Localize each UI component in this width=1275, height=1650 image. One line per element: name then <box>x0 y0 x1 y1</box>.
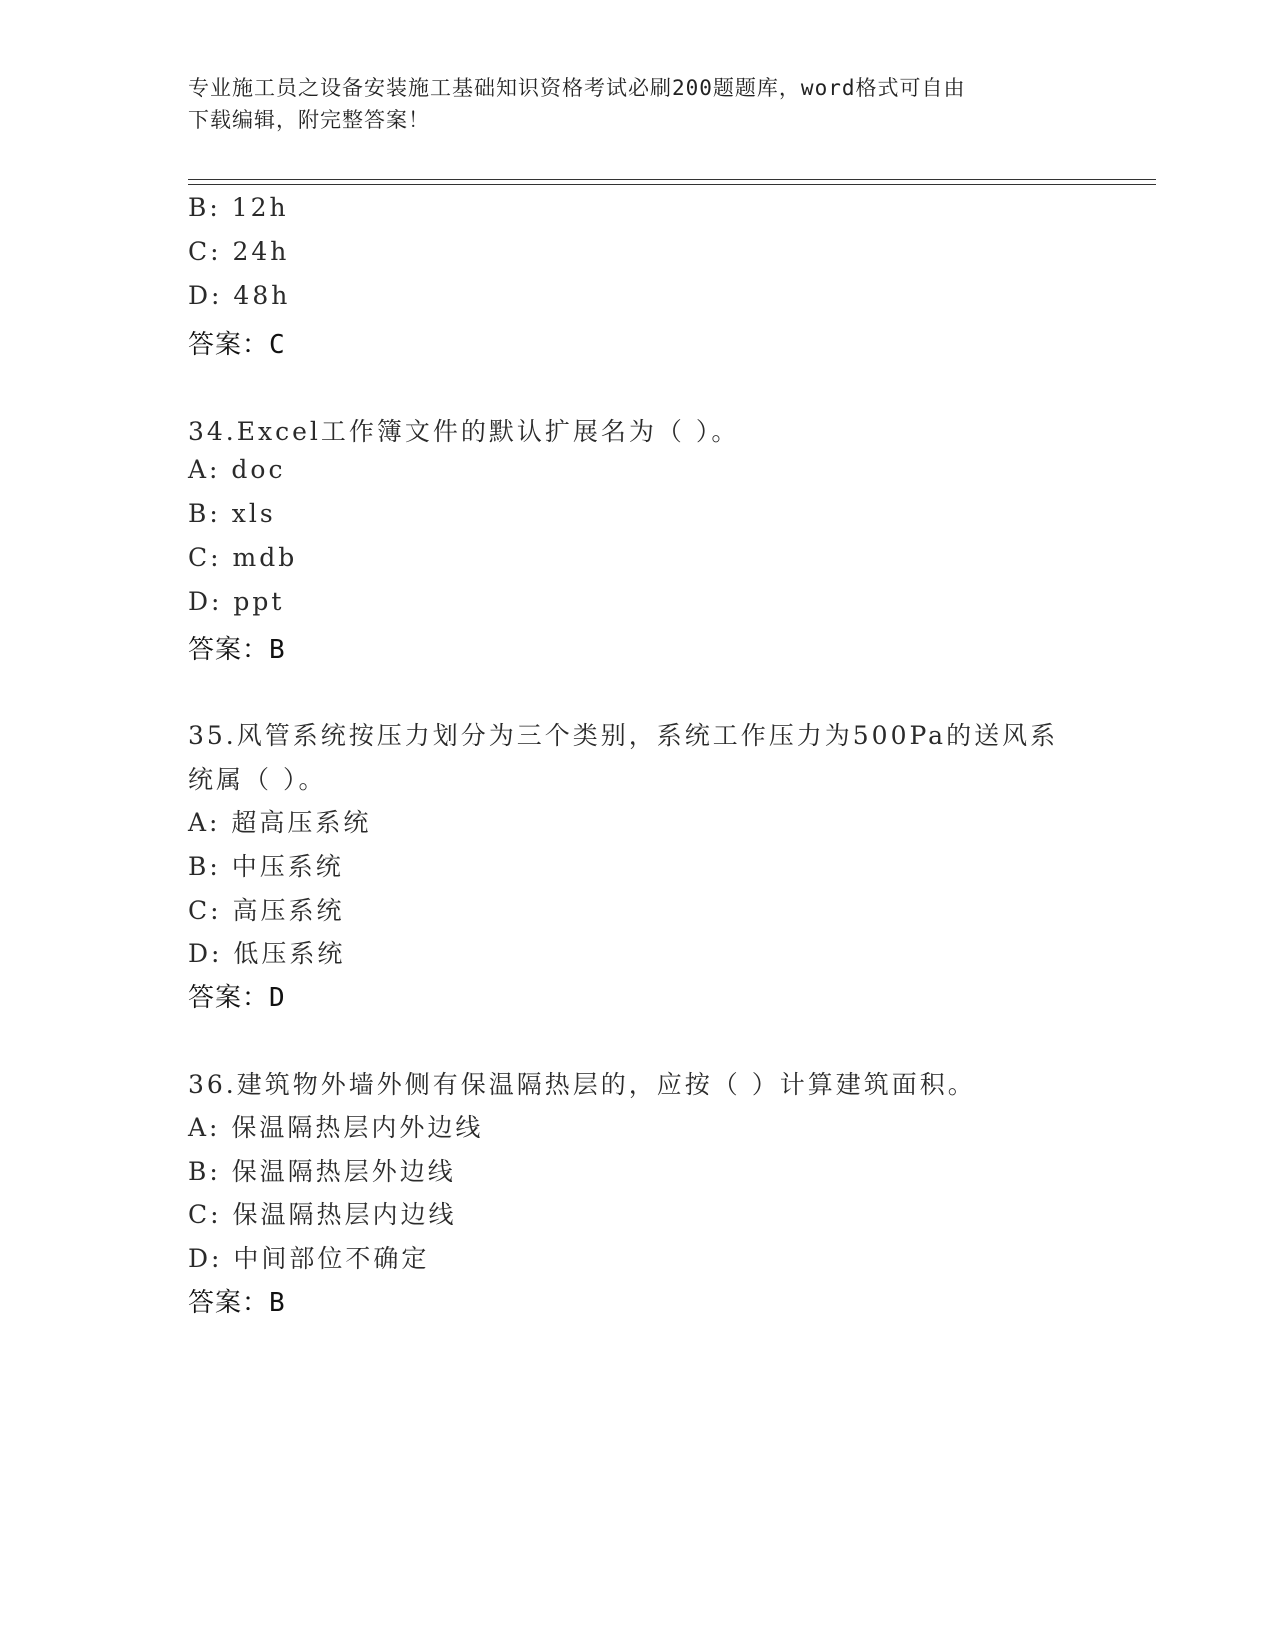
option-b: B: xls <box>188 499 276 528</box>
answer-line: 答案：C <box>188 330 286 360</box>
header-divider-bottom <box>188 184 1156 185</box>
question-36-stem: 36.建筑物外墙外侧有保温隔热层的，应按（ ）计算建筑面积。 <box>188 1070 976 1099</box>
option-b: B: 中压系统 <box>188 852 344 881</box>
option-c: C: 24h <box>188 237 290 266</box>
question-35-stem-line-1: 35.风管系统按压力划分为三个类别，系统工作压力为500Pa的送风系 <box>188 721 1059 750</box>
option-d: D: ppt <box>188 587 285 616</box>
option-c: C: mdb <box>188 543 298 572</box>
option-d: D: 中间部位不确定 <box>188 1244 430 1273</box>
header-line-1: 专业施工员之设备安装施工基础知识资格考试必刷200题题库，word格式可自由 <box>188 76 966 100</box>
answer-line: 答案：B <box>188 1288 286 1318</box>
answer-line: 答案：D <box>188 983 286 1013</box>
question-34-stem: 34.Excel工作簿文件的默认扩展名为（ ）。 <box>188 417 740 446</box>
answer-line: 答案：B <box>188 635 286 665</box>
document-header <box>188 72 1088 136</box>
option-a: A: 保温隔热层内外边线 <box>188 1113 484 1142</box>
option-b: B: 12h <box>188 193 289 222</box>
header-divider-top <box>188 179 1156 180</box>
option-c: C: 保温隔热层内边线 <box>188 1200 457 1229</box>
option-b: B: 保温隔热层外边线 <box>188 1157 456 1186</box>
option-d: D: 低压系统 <box>188 939 346 968</box>
option-d: D: 48h <box>188 281 291 310</box>
question-35-stem-line-2: 统属（ ）。 <box>188 765 327 794</box>
header-line-2: 下载编辑，附完整答案！ <box>188 108 430 132</box>
option-a: A: 超高压系统 <box>188 808 372 837</box>
option-a: A: doc <box>188 455 286 484</box>
option-c: C: 高压系统 <box>188 896 345 925</box>
